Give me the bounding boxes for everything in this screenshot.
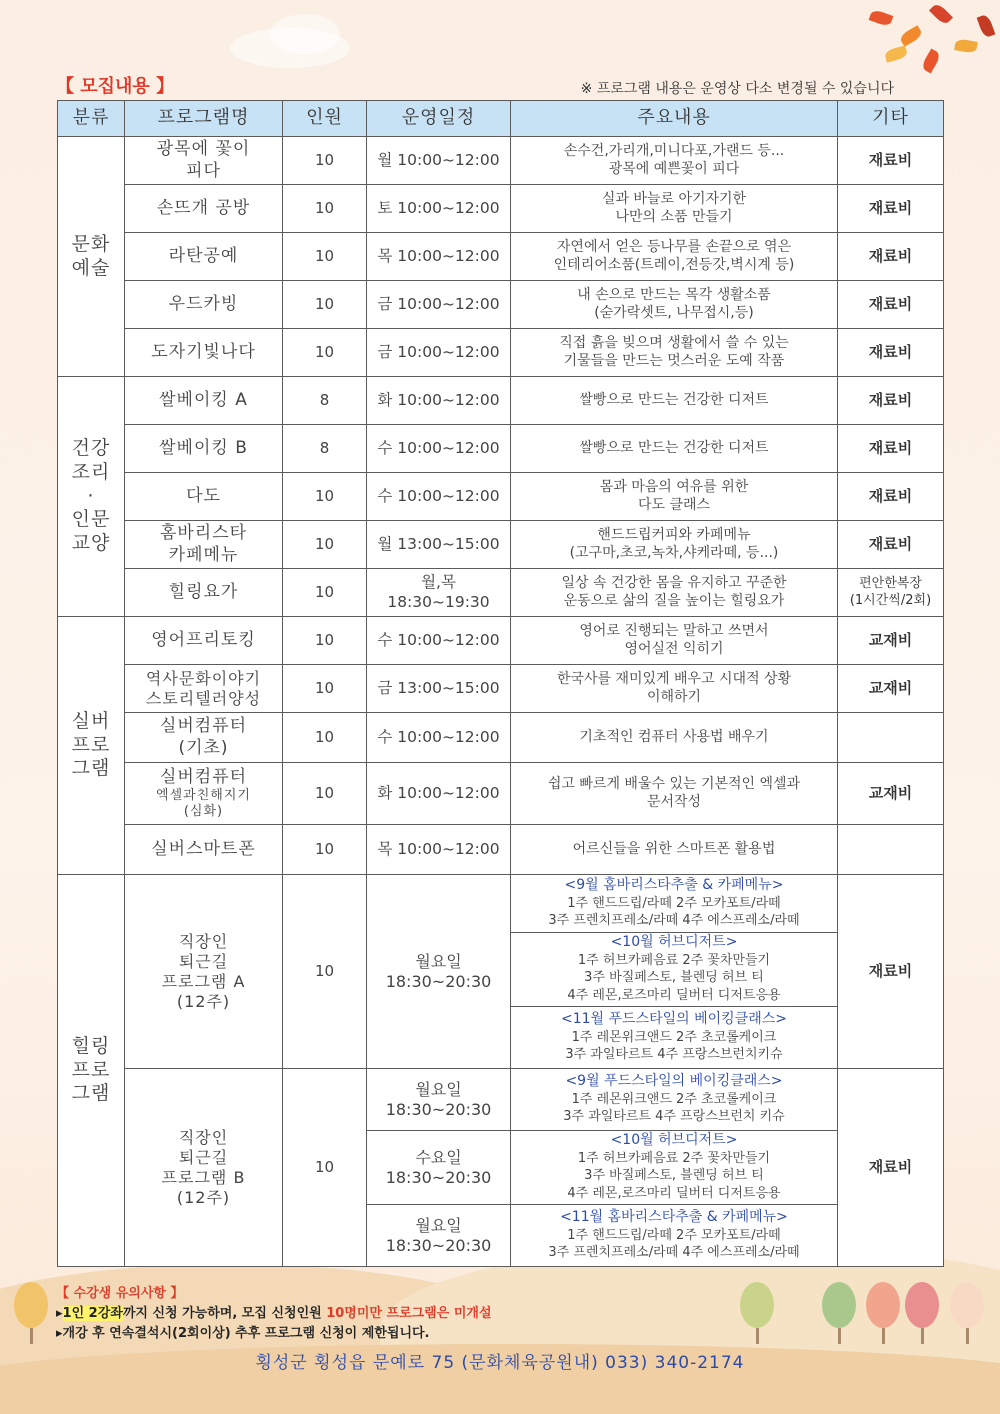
program-content: 자연에서 얻은 등나무를 손끝으로 엮은 인테리어소품(트레이,전등갓,벽시계 등) — [511, 233, 838, 281]
caution-line-1 — [56, 1302, 492, 1321]
table-row — [58, 473, 944, 521]
table-header-row — [58, 101, 944, 137]
etc-note: 재료비 — [838, 281, 944, 329]
tree-decoration — [950, 1282, 984, 1344]
caution-title: 【 수강생 유의사항 】 — [56, 1286, 184, 1301]
header-program-name: 프로그램명 — [125, 101, 283, 137]
program-content: 쌀빵으로 만드는 건강한 디저트 — [511, 377, 838, 425]
program-name: 역사문화이야기 스토리텔러양성 — [125, 665, 283, 713]
program-content: 핸드드립커피와 카페메뉴 (고구마,초코,녹차,샤케라떼, 등...) — [511, 521, 838, 569]
etc-note: 재료비 — [838, 233, 944, 281]
program-name: 직장인 퇴근길 프로그램 A (12주) — [125, 875, 283, 1069]
monthly-program — [511, 875, 838, 933]
program-table — [57, 100, 944, 1267]
table-row — [58, 281, 944, 329]
people-count: 10 — [283, 763, 367, 825]
month-body: 1주 허브카페음료 2주 꽃차만들기 3주 바질페스토, 블렌딩 허브 티 4주 레몬,로즈마리 딜버터 디저트응용 — [567, 952, 781, 1004]
people-count: 10 — [283, 825, 367, 875]
month-body: 1주 레몬위크앤드 2주 초코롤케이크 3주 과일타르트 4주 프랑스브런치 키슈 — [563, 1091, 785, 1125]
table-row — [58, 825, 944, 875]
people-count: 10 — [283, 569, 367, 617]
etc-note — [838, 713, 944, 763]
etc-note: 재료비 — [838, 137, 944, 185]
warning-text: 10명미만 프로그램은 미개설 — [326, 1306, 492, 1321]
table-row — [58, 185, 944, 233]
caution-line-2: ▸개강 후 연속결석시(2회이상) 추후 프로그램 신청이 제한됩니다. — [56, 1326, 430, 1341]
month-title: <10월 허브디저트> — [610, 934, 738, 951]
program-content: 몸과 마음의 여유를 위한 다도 클래스 — [511, 473, 838, 521]
month-title: <9월 홈바리스타추출 & 카페메뉴> — [564, 877, 784, 894]
table-row — [58, 377, 944, 425]
table-row — [58, 233, 944, 281]
etc-note: 재료비 — [838, 1069, 944, 1267]
tree-decoration — [905, 1282, 939, 1344]
people-count: 10 — [283, 521, 367, 569]
program-name: 광목에 꽃이 피다 — [125, 137, 283, 185]
month-title: <10월 허브디저트> — [610, 1132, 738, 1149]
tree-decoration — [14, 1282, 48, 1344]
people-count: 10 — [283, 329, 367, 377]
schedule: 금 10:00~12:00 — [367, 329, 511, 377]
category-health: 건강 조리 · 인문 교양 — [58, 377, 125, 617]
program-name: 실버스마트폰 — [125, 825, 283, 875]
people-count: 10 — [283, 617, 367, 665]
etc-note: 재료비 — [838, 425, 944, 473]
etc-note: 재료비 — [838, 875, 944, 1069]
highlight-text: 1인 2강좌 — [62, 1306, 123, 1321]
month-body: 1주 핸드드립/라떼 2주 모카포트/라떼 3주 프렌치프레소/라떼 4주 에스프레소/라떼 — [548, 1227, 800, 1261]
etc-note: 재료비 — [838, 521, 944, 569]
etc-note: 편안한복장 (1시간씩/2회) — [838, 569, 944, 617]
program-name-line: (심화) — [183, 804, 224, 820]
program-name: 홈바리스타 카페메뉴 — [125, 521, 283, 569]
people-count: 10 — [283, 233, 367, 281]
table-row — [58, 1069, 944, 1131]
etc-note: 교재비 — [838, 617, 944, 665]
program-content: 기초적인 컴퓨터 사용법 배우기 — [511, 713, 838, 763]
program-name: 실버컴퓨터 (기초) — [125, 713, 283, 763]
category-culture: 문화 예술 — [58, 137, 125, 377]
schedule: 월요일 18:30~20:30 — [367, 1069, 511, 1131]
monthly-program — [511, 1205, 838, 1267]
program-name: 우드카빙 — [125, 281, 283, 329]
month-title: <9월 푸드스타일의 베이킹클래스> — [565, 1073, 783, 1090]
month-body: 1주 레몬위크앤드 2주 초코롤케이크 3주 과일타르트 4주 프랑스브런치키슈 — [565, 1029, 783, 1063]
program-name: 직장인 퇴근길 프로그램 B (12주) — [125, 1069, 283, 1267]
bullet-icon: ▸ — [56, 1306, 63, 1321]
people-count: 10 — [283, 473, 367, 521]
table-row — [58, 521, 944, 569]
program-name: 손뜨개 공방 — [125, 185, 283, 233]
header-content: 주요내용 — [511, 101, 838, 137]
schedule: 금 13:00~15:00 — [367, 665, 511, 713]
caution-text: 까지 신청 가능하며, 모집 신청인원 — [122, 1306, 327, 1321]
program-content: 영어로 진행되는 말하고 쓰면서 영어실전 익히기 — [511, 617, 838, 665]
people-count: 10 — [283, 281, 367, 329]
monthly-program — [511, 933, 838, 1007]
table-row — [58, 617, 944, 665]
schedule: 월 13:00~15:00 — [367, 521, 511, 569]
program-name — [125, 763, 283, 825]
table-row — [58, 763, 944, 825]
program-content: 일상 속 건강한 몸을 유지하고 꾸준한 운동으로 삶의 질을 높이는 힐링요가 — [511, 569, 838, 617]
schedule: 월요일 18:30~20:30 — [367, 875, 511, 1069]
program-content: 어르신들을 위한 스마트폰 활용법 — [511, 825, 838, 875]
people-count: 10 — [283, 185, 367, 233]
header-etc: 기타 — [838, 101, 944, 137]
people-count: 10 — [283, 665, 367, 713]
schedule: 금 10:00~12:00 — [367, 281, 511, 329]
schedule: 화 10:00~12:00 — [367, 763, 511, 825]
program-name: 쌀베이킹 A — [125, 377, 283, 425]
schedule: 월,목 18:30~19:30 — [367, 569, 511, 617]
program-name: 영어프리토킹 — [125, 617, 283, 665]
schedule: 목 10:00~12:00 — [367, 825, 511, 875]
etc-note: 재료비 — [838, 377, 944, 425]
schedule: 수 10:00~12:00 — [367, 617, 511, 665]
program-content: 실과 바늘로 아기자기한 나만의 소품 만들기 — [511, 185, 838, 233]
etc-note — [838, 825, 944, 875]
month-body: 1주 허브카페음료 2주 꽃차만들기 3주 바질페스토, 블렌딩 허브 티 4주 레몬,로즈마리 딜버터 디저트응용 — [567, 1150, 781, 1202]
table-row — [58, 425, 944, 473]
program-content: 직접 흙을 빚으며 생활에서 쓸 수 있는 기물들을 만드는 멋스러운 도예 작품 — [511, 329, 838, 377]
etc-note: 교재비 — [838, 665, 944, 713]
people-count: 10 — [283, 875, 367, 1069]
schedule: 토 10:00~12:00 — [367, 185, 511, 233]
schedule: 목 10:00~12:00 — [367, 233, 511, 281]
category-healing: 힐링 프로 그램 — [58, 875, 125, 1267]
schedule: 수 10:00~12:00 — [367, 713, 511, 763]
monthly-program — [511, 1131, 838, 1205]
tree-decoration — [822, 1282, 856, 1344]
program-name-line: 실버컴퓨터 — [159, 766, 248, 787]
program-content: 쌀빵으로 만드는 건강한 디저트 — [511, 425, 838, 473]
month-title: <11월 홈바리스타추출 & 카페메뉴> — [560, 1209, 788, 1226]
program-name: 라탄공예 — [125, 233, 283, 281]
program-content: 한국사를 재미있게 배우고 시대적 상황 이해하기 — [511, 665, 838, 713]
monthly-program — [511, 1069, 838, 1131]
people-count: 10 — [283, 137, 367, 185]
schedule: 수 10:00~12:00 — [367, 473, 511, 521]
tree-decoration — [740, 1282, 774, 1344]
people-count: 10 — [283, 713, 367, 763]
table-row — [58, 569, 944, 617]
section-title: 【 모집내용 】 — [56, 76, 175, 97]
category-silver: 실버 프로 그램 — [58, 617, 125, 875]
people-count: 8 — [283, 425, 367, 473]
table-row — [58, 665, 944, 713]
header-schedule: 운영일정 — [367, 101, 511, 137]
schedule: 화 10:00~12:00 — [367, 377, 511, 425]
schedule: 수요일 18:30~20:30 — [367, 1131, 511, 1205]
etc-note: 재료비 — [838, 185, 944, 233]
schedule: 월 10:00~12:00 — [367, 137, 511, 185]
program-content: 손수건,가리개,미니다포,가랜드 등... 광목에 예쁜꽃이 피다 — [511, 137, 838, 185]
schedule: 수 10:00~12:00 — [367, 425, 511, 473]
month-title: <11월 푸드스타일의 베이킹클래스> — [561, 1011, 787, 1028]
month-body: 1주 핸드드립/라떼 2주 모카포트/라떼 3주 프렌치프레소/라떼 4주 에스프레소/라떼 — [548, 895, 800, 929]
schedule: 월요일 18:30~20:30 — [367, 1205, 511, 1267]
header-people: 인원 — [283, 101, 367, 137]
program-content: 내 손으로 만드는 목각 생활소품 (숟가락셋트, 나무접시,등) — [511, 281, 838, 329]
program-name: 다도 — [125, 473, 283, 521]
footer-address: 횡성군 횡성읍 문예로 75 (문화체육공원내) 033) 340-2174 — [255, 1353, 745, 1373]
program-name-line: 엑셀과친해지기 — [156, 787, 251, 803]
program-content: 쉽고 빠르게 배울수 있는 기본적인 엑셀과 문서작성 — [511, 763, 838, 825]
table-row — [58, 713, 944, 763]
etc-note: 교재비 — [838, 763, 944, 825]
table-row — [58, 329, 944, 377]
cloud-decoration — [270, 14, 340, 54]
people-count: 8 — [283, 377, 367, 425]
table-row — [58, 875, 944, 933]
program-name: 힐링요가 — [125, 569, 283, 617]
people-count: 10 — [283, 1069, 367, 1267]
change-notice: ※ 프로그램 내용은 운영상 다소 변경될 수 있습니다 — [580, 81, 894, 97]
header-category: 분류 — [58, 101, 125, 137]
etc-note: 재료비 — [838, 473, 944, 521]
table-row — [58, 137, 944, 185]
tree-decoration — [866, 1282, 900, 1344]
etc-note: 재료비 — [838, 329, 944, 377]
monthly-program — [511, 1007, 838, 1069]
program-name: 쌀베이킹 B — [125, 425, 283, 473]
program-name: 도자기빛나다 — [125, 329, 283, 377]
